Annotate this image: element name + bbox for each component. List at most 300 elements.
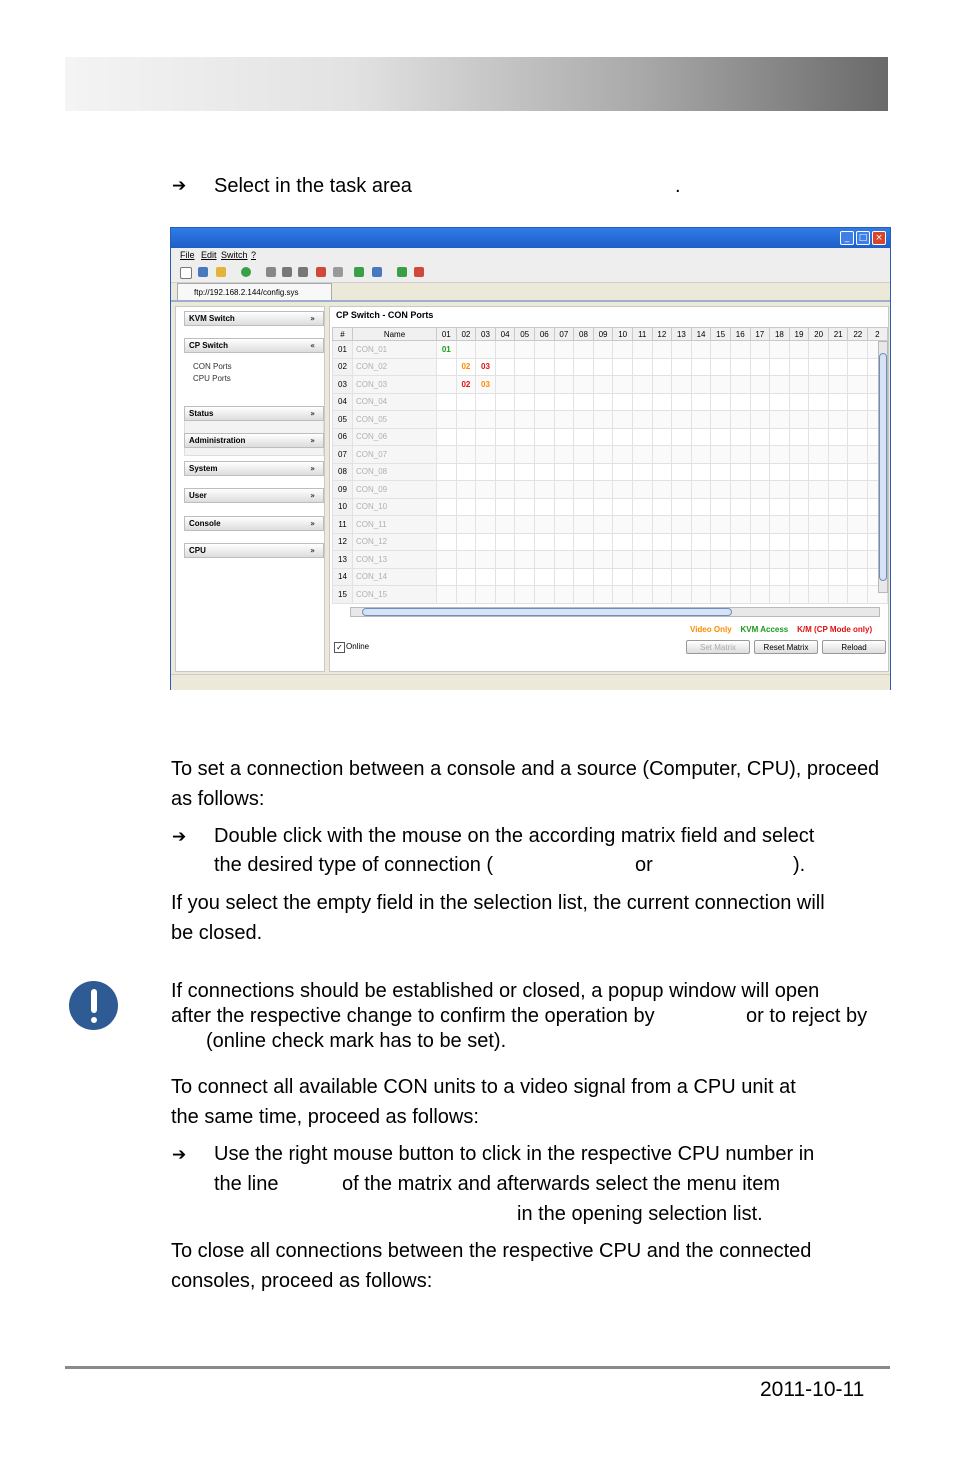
matrix-cell[interactable] xyxy=(515,446,535,464)
matrix-cell[interactable] xyxy=(437,393,457,411)
matrix-cell[interactable] xyxy=(613,481,633,499)
matrix-cell[interactable] xyxy=(828,516,848,534)
matrix-cell[interactable] xyxy=(652,411,672,429)
matrix-cell[interactable] xyxy=(632,358,652,376)
matrix-cell[interactable] xyxy=(554,376,574,394)
matrix-cell[interactable] xyxy=(750,376,770,394)
matrix-cell[interactable] xyxy=(515,551,535,569)
matrix-cell[interactable] xyxy=(770,516,790,534)
matrix-cell[interactable] xyxy=(848,376,868,394)
vertical-scroll-thumb[interactable] xyxy=(879,353,887,581)
column-header-cpu[interactable]: 05 xyxy=(515,328,535,341)
matrix-cell[interactable] xyxy=(456,498,476,516)
download-icon[interactable] xyxy=(372,267,382,277)
matrix-cell[interactable] xyxy=(456,463,476,481)
matrix-cell[interactable] xyxy=(789,341,809,359)
matrix-cell[interactable] xyxy=(848,411,868,429)
matrix-cell[interactable] xyxy=(691,428,711,446)
matrix-cell[interactable] xyxy=(828,568,848,586)
sidebar-item-system[interactable]: System » xyxy=(184,461,324,476)
matrix-cell[interactable] xyxy=(437,446,457,464)
matrix-cell[interactable] xyxy=(691,358,711,376)
matrix-cell[interactable] xyxy=(652,481,672,499)
matrix-cell[interactable] xyxy=(730,358,750,376)
matrix-cell[interactable] xyxy=(828,358,848,376)
matrix-cell[interactable] xyxy=(672,551,692,569)
matrix-cell[interactable] xyxy=(515,516,535,534)
matrix-cell[interactable] xyxy=(750,411,770,429)
matrix-cell[interactable] xyxy=(632,498,652,516)
matrix-cell[interactable] xyxy=(593,586,613,604)
column-header-cpu[interactable]: 22 xyxy=(848,328,868,341)
matrix-cell[interactable] xyxy=(515,463,535,481)
matrix-cell[interactable] xyxy=(789,428,809,446)
matrix-cell[interactable] xyxy=(495,341,515,359)
sidebar-item-console[interactable]: Console » xyxy=(184,516,324,531)
matrix-cell[interactable] xyxy=(652,446,672,464)
matrix-cell[interactable] xyxy=(730,516,750,534)
matrix-cell[interactable] xyxy=(750,533,770,551)
matrix-cell[interactable] xyxy=(476,481,496,499)
minimize-button[interactable]: _ xyxy=(840,231,854,245)
matrix-cell[interactable] xyxy=(495,411,515,429)
matrix-cell[interactable] xyxy=(789,446,809,464)
matrix-cell[interactable] xyxy=(691,411,711,429)
matrix-cell[interactable] xyxy=(711,376,731,394)
matrix-cell[interactable] xyxy=(711,551,731,569)
matrix-cell[interactable] xyxy=(613,586,633,604)
column-header-cpu[interactable]: 01 xyxy=(437,328,457,341)
matrix-cell[interactable] xyxy=(593,341,613,359)
matrix-cell[interactable] xyxy=(789,551,809,569)
matrix-cell[interactable] xyxy=(730,481,750,499)
matrix-cell[interactable] xyxy=(711,533,731,551)
sidebar-item-kvm-switch[interactable]: KVM Switch » xyxy=(184,311,324,326)
matrix-cell[interactable] xyxy=(437,551,457,569)
matrix-cell[interactable] xyxy=(554,463,574,481)
matrix-cell[interactable] xyxy=(809,358,829,376)
matrix-cell[interactable] xyxy=(554,446,574,464)
matrix-cell[interactable] xyxy=(652,428,672,446)
matrix-cell[interactable] xyxy=(730,463,750,481)
matrix-cell[interactable] xyxy=(770,393,790,411)
matrix-cell[interactable] xyxy=(828,586,848,604)
upload-icon[interactable] xyxy=(354,267,364,277)
matrix-cell[interactable] xyxy=(848,533,868,551)
matrix-cell[interactable] xyxy=(574,411,594,429)
matrix-cell[interactable] xyxy=(652,463,672,481)
matrix-cell[interactable] xyxy=(750,551,770,569)
matrix-cell[interactable] xyxy=(789,411,809,429)
matrix-cell[interactable] xyxy=(437,481,457,499)
matrix-cell[interactable] xyxy=(613,393,633,411)
matrix-cell[interactable] xyxy=(789,498,809,516)
matrix-cell[interactable] xyxy=(456,446,476,464)
column-header-cpu[interactable]: 21 xyxy=(828,328,848,341)
matrix-cell[interactable] xyxy=(476,498,496,516)
matrix-cell[interactable] xyxy=(848,341,868,359)
matrix-cell[interactable] xyxy=(789,376,809,394)
matrix-cell[interactable] xyxy=(730,411,750,429)
matrix-cell[interactable] xyxy=(456,341,476,359)
matrix-cell[interactable] xyxy=(632,463,652,481)
matrix-cell[interactable] xyxy=(730,568,750,586)
column-header-cpu[interactable]: 19 xyxy=(789,328,809,341)
column-header-cpu[interactable]: 16 xyxy=(730,328,750,341)
matrix-cell[interactable] xyxy=(593,411,613,429)
matrix-cell[interactable] xyxy=(495,446,515,464)
column-header-cpu[interactable]: 17 xyxy=(750,328,770,341)
reset-matrix-button[interactable]: Reset Matrix xyxy=(754,640,818,654)
matrix-cell[interactable] xyxy=(632,568,652,586)
matrix-cell[interactable] xyxy=(730,446,750,464)
menu-edit[interactable]: Edit xyxy=(201,250,217,260)
matrix-cell[interactable] xyxy=(809,498,829,516)
matrix-cell[interactable] xyxy=(711,481,731,499)
matrix-cell[interactable] xyxy=(848,551,868,569)
matrix-cell[interactable] xyxy=(574,516,594,534)
matrix-cell[interactable] xyxy=(515,533,535,551)
matrix-cell[interactable] xyxy=(632,481,652,499)
matrix-cell[interactable] xyxy=(632,586,652,604)
matrix-cell[interactable] xyxy=(593,463,613,481)
matrix-cell[interactable] xyxy=(515,341,535,359)
column-header-cpu[interactable]: 03 xyxy=(476,328,496,341)
online-checkbox[interactable]: ✓ xyxy=(334,642,345,653)
matrix-cell[interactable] xyxy=(828,376,848,394)
column-header-cpu[interactable]: 2 xyxy=(868,328,888,341)
matrix-cell[interactable] xyxy=(652,533,672,551)
matrix-cell[interactable] xyxy=(730,428,750,446)
activate-icon[interactable] xyxy=(397,267,407,277)
matrix-cell[interactable] xyxy=(613,376,633,394)
matrix-cell[interactable] xyxy=(809,463,829,481)
matrix-cell[interactable] xyxy=(613,568,633,586)
column-header-cpu[interactable]: 10 xyxy=(613,328,633,341)
column-header-cpu[interactable]: 14 xyxy=(691,328,711,341)
matrix-cell[interactable] xyxy=(750,516,770,534)
matrix-cell[interactable] xyxy=(672,446,692,464)
matrix-cell[interactable] xyxy=(750,568,770,586)
matrix-cell[interactable] xyxy=(554,393,574,411)
matrix-cell[interactable] xyxy=(495,586,515,604)
matrix-cell[interactable] xyxy=(632,516,652,534)
matrix-cell[interactable] xyxy=(437,376,457,394)
column-header-cpu[interactable]: 11 xyxy=(632,328,652,341)
column-header-cpu[interactable]: 02 xyxy=(456,328,476,341)
matrix-cell[interactable] xyxy=(652,358,672,376)
matrix-cell[interactable] xyxy=(691,551,711,569)
matrix-cell[interactable] xyxy=(770,446,790,464)
matrix-cell[interactable] xyxy=(828,551,848,569)
matrix-cell[interactable] xyxy=(593,393,613,411)
matrix-cell[interactable] xyxy=(809,533,829,551)
matrix-cell[interactable] xyxy=(809,551,829,569)
matrix-cell[interactable] xyxy=(848,393,868,411)
matrix-cell[interactable] xyxy=(554,533,574,551)
matrix-cell[interactable] xyxy=(828,341,848,359)
horizontal-scroll-thumb[interactable] xyxy=(362,608,732,616)
matrix-cell[interactable] xyxy=(515,376,535,394)
matrix-cell[interactable] xyxy=(495,463,515,481)
matrix-cell[interactable] xyxy=(809,341,829,359)
matrix-cell[interactable] xyxy=(476,533,496,551)
matrix-cell[interactable] xyxy=(750,428,770,446)
matrix-cell[interactable] xyxy=(828,481,848,499)
matrix-cell[interactable] xyxy=(554,498,574,516)
matrix-cell[interactable] xyxy=(495,358,515,376)
matrix-cell[interactable] xyxy=(554,516,574,534)
matrix-cell[interactable] xyxy=(534,463,554,481)
matrix-cell[interactable] xyxy=(848,463,868,481)
matrix-cell[interactable] xyxy=(848,498,868,516)
matrix-cell[interactable]: 02 xyxy=(456,376,476,394)
deactivate-icon[interactable] xyxy=(414,267,424,277)
sidebar-item-user[interactable]: User » xyxy=(184,488,324,503)
column-header-cpu[interactable]: 12 xyxy=(652,328,672,341)
matrix-cell[interactable] xyxy=(515,586,535,604)
column-header-cpu[interactable]: 08 xyxy=(574,328,594,341)
matrix-cell[interactable] xyxy=(495,428,515,446)
matrix-cell[interactable] xyxy=(789,393,809,411)
close-button[interactable]: × xyxy=(872,231,886,245)
matrix-cell[interactable] xyxy=(437,358,457,376)
matrix-cell[interactable] xyxy=(613,341,633,359)
matrix-cell[interactable] xyxy=(848,516,868,534)
tab-config[interactable]: ftp://192.168.2.144/config.sys xyxy=(177,283,332,300)
matrix-cell[interactable] xyxy=(750,586,770,604)
matrix-cell[interactable] xyxy=(534,446,554,464)
menu-switch[interactable]: Switch xyxy=(221,250,248,260)
matrix-cell[interactable] xyxy=(593,516,613,534)
matrix-cell[interactable] xyxy=(574,586,594,604)
matrix-cell[interactable] xyxy=(730,393,750,411)
column-header-cpu[interactable]: 15 xyxy=(711,328,731,341)
matrix-cell[interactable] xyxy=(554,358,574,376)
matrix-cell[interactable] xyxy=(632,341,652,359)
matrix-cell[interactable] xyxy=(593,568,613,586)
matrix-cell[interactable] xyxy=(476,516,496,534)
matrix-cell[interactable] xyxy=(809,411,829,429)
paste-icon[interactable] xyxy=(298,267,308,277)
matrix-cell[interactable] xyxy=(652,551,672,569)
matrix-cell[interactable] xyxy=(593,376,613,394)
matrix-cell[interactable] xyxy=(652,376,672,394)
matrix-cell[interactable]: 03 xyxy=(476,358,496,376)
matrix-cell[interactable] xyxy=(574,533,594,551)
column-header-cpu[interactable]: 04 xyxy=(495,328,515,341)
matrix-cell[interactable] xyxy=(770,463,790,481)
matrix-cell[interactable] xyxy=(828,463,848,481)
matrix-cell[interactable] xyxy=(534,481,554,499)
matrix-cell[interactable] xyxy=(534,568,554,586)
matrix-cell[interactable] xyxy=(652,586,672,604)
matrix-cell[interactable] xyxy=(534,551,554,569)
matrix-cell[interactable] xyxy=(672,411,692,429)
matrix-cell[interactable] xyxy=(711,358,731,376)
matrix-cell[interactable] xyxy=(437,463,457,481)
sidebar-subitem-cpu-ports[interactable]: CPU Ports xyxy=(193,374,231,383)
matrix-cell[interactable] xyxy=(672,586,692,604)
matrix-cell[interactable] xyxy=(691,446,711,464)
matrix-cell[interactable]: 01 xyxy=(437,341,457,359)
matrix-cell[interactable] xyxy=(711,516,731,534)
matrix-cell[interactable] xyxy=(789,586,809,604)
set-matrix-button[interactable]: Set Matrix xyxy=(686,640,750,654)
delete-icon[interactable] xyxy=(333,267,343,277)
matrix-cell[interactable] xyxy=(632,393,652,411)
edit-icon[interactable] xyxy=(316,267,326,277)
connect-icon[interactable] xyxy=(241,267,251,277)
matrix-cell[interactable] xyxy=(593,481,613,499)
matrix-cell[interactable] xyxy=(770,551,790,569)
matrix-cell[interactable] xyxy=(534,393,554,411)
matrix-cell[interactable] xyxy=(554,411,574,429)
matrix-cell[interactable]: 03 xyxy=(476,376,496,394)
matrix-cell[interactable] xyxy=(770,498,790,516)
column-header-cpu[interactable]: 13 xyxy=(672,328,692,341)
matrix-cell[interactable] xyxy=(476,393,496,411)
matrix-cell[interactable] xyxy=(476,341,496,359)
matrix-cell[interactable] xyxy=(770,411,790,429)
matrix-cell[interactable] xyxy=(534,376,554,394)
matrix-cell[interactable] xyxy=(730,533,750,551)
matrix-cell[interactable] xyxy=(495,516,515,534)
matrix-cell[interactable] xyxy=(809,446,829,464)
matrix-cell[interactable] xyxy=(613,498,633,516)
column-header-cpu[interactable]: 09 xyxy=(593,328,613,341)
save-icon[interactable] xyxy=(198,267,208,277)
matrix-cell[interactable] xyxy=(652,393,672,411)
matrix-cell[interactable] xyxy=(691,568,711,586)
matrix-cell[interactable] xyxy=(809,586,829,604)
matrix-cell[interactable] xyxy=(632,446,652,464)
matrix-cell[interactable] xyxy=(534,498,554,516)
matrix-cell[interactable] xyxy=(809,376,829,394)
matrix-cell[interactable] xyxy=(828,533,848,551)
matrix-cell[interactable] xyxy=(750,358,770,376)
matrix-cell[interactable] xyxy=(672,341,692,359)
cut-icon[interactable] xyxy=(266,267,276,277)
matrix-cell[interactable] xyxy=(711,498,731,516)
matrix-cell[interactable] xyxy=(476,411,496,429)
matrix-cell[interactable] xyxy=(691,463,711,481)
matrix-cell[interactable] xyxy=(593,446,613,464)
matrix-cell[interactable] xyxy=(554,568,574,586)
matrix-cell[interactable] xyxy=(613,446,633,464)
matrix-cell[interactable] xyxy=(495,481,515,499)
matrix-cell[interactable] xyxy=(554,586,574,604)
matrix-cell[interactable] xyxy=(476,446,496,464)
column-header-number[interactable]: # xyxy=(333,328,353,341)
matrix-cell[interactable] xyxy=(534,341,554,359)
matrix-cell[interactable] xyxy=(515,393,535,411)
matrix-cell[interactable] xyxy=(476,568,496,586)
matrix-cell[interactable] xyxy=(456,568,476,586)
matrix-cell[interactable] xyxy=(711,393,731,411)
matrix-cell[interactable] xyxy=(730,586,750,604)
menu-help[interactable]: ? xyxy=(251,250,257,260)
matrix-cell[interactable] xyxy=(750,481,770,499)
matrix-cell[interactable] xyxy=(495,551,515,569)
matrix-cell[interactable] xyxy=(770,586,790,604)
matrix-cell[interactable] xyxy=(770,568,790,586)
matrix-cell[interactable] xyxy=(574,376,594,394)
sidebar-item-cp-switch[interactable]: CP Switch « xyxy=(184,338,324,353)
matrix-cell[interactable] xyxy=(789,358,809,376)
matrix-cell[interactable] xyxy=(750,341,770,359)
matrix-cell[interactable] xyxy=(789,568,809,586)
matrix-cell[interactable] xyxy=(672,533,692,551)
matrix-cell[interactable] xyxy=(613,516,633,534)
matrix-cell[interactable] xyxy=(770,341,790,359)
matrix-cell[interactable] xyxy=(574,341,594,359)
matrix-cell[interactable] xyxy=(574,393,594,411)
matrix-cell[interactable] xyxy=(711,446,731,464)
matrix-cell[interactable] xyxy=(593,551,613,569)
matrix-cell[interactable] xyxy=(554,551,574,569)
matrix-cell[interactable] xyxy=(848,586,868,604)
matrix-cell[interactable] xyxy=(828,498,848,516)
matrix-cell[interactable] xyxy=(770,481,790,499)
matrix-cell[interactable] xyxy=(456,428,476,446)
matrix-cell[interactable] xyxy=(809,393,829,411)
matrix-cell[interactable] xyxy=(691,481,711,499)
matrix-cell[interactable] xyxy=(534,428,554,446)
matrix-cell[interactable] xyxy=(613,551,633,569)
matrix-cell[interactable] xyxy=(691,376,711,394)
matrix-cell[interactable] xyxy=(613,358,633,376)
matrix-cell[interactable] xyxy=(574,446,594,464)
matrix-cell[interactable] xyxy=(848,568,868,586)
matrix-cell[interactable] xyxy=(456,481,476,499)
matrix-cell[interactable] xyxy=(828,428,848,446)
matrix-cell[interactable] xyxy=(809,516,829,534)
column-header-cpu[interactable]: 18 xyxy=(770,328,790,341)
matrix-cell[interactable] xyxy=(672,568,692,586)
sidebar-item-administration[interactable]: Administration » xyxy=(184,433,324,448)
matrix-cell[interactable] xyxy=(672,498,692,516)
matrix-cell[interactable] xyxy=(770,533,790,551)
matrix-cell[interactable] xyxy=(437,428,457,446)
matrix-cell[interactable] xyxy=(730,376,750,394)
matrix-cell[interactable] xyxy=(574,481,594,499)
matrix-cell[interactable] xyxy=(593,358,613,376)
matrix-cell[interactable] xyxy=(691,393,711,411)
matrix-cell[interactable] xyxy=(437,586,457,604)
matrix-cell[interactable] xyxy=(554,481,574,499)
matrix-cell[interactable] xyxy=(848,481,868,499)
matrix-cell[interactable] xyxy=(554,341,574,359)
matrix-cell[interactable] xyxy=(574,358,594,376)
sidebar-item-status[interactable]: Status » xyxy=(184,406,324,421)
matrix-cell[interactable] xyxy=(515,428,535,446)
matrix-cell[interactable] xyxy=(672,516,692,534)
matrix-cell[interactable] xyxy=(652,341,672,359)
matrix-cell[interactable] xyxy=(652,498,672,516)
matrix-cell[interactable] xyxy=(593,428,613,446)
matrix-cell[interactable] xyxy=(672,463,692,481)
matrix-cell[interactable] xyxy=(730,341,750,359)
matrix-cell[interactable] xyxy=(809,481,829,499)
matrix-cell[interactable] xyxy=(534,516,554,534)
matrix-cell[interactable] xyxy=(691,498,711,516)
matrix-cell[interactable] xyxy=(534,586,554,604)
matrix-cell[interactable] xyxy=(476,463,496,481)
matrix-cell[interactable] xyxy=(730,551,750,569)
matrix-cell[interactable] xyxy=(515,498,535,516)
matrix-cell[interactable] xyxy=(515,411,535,429)
